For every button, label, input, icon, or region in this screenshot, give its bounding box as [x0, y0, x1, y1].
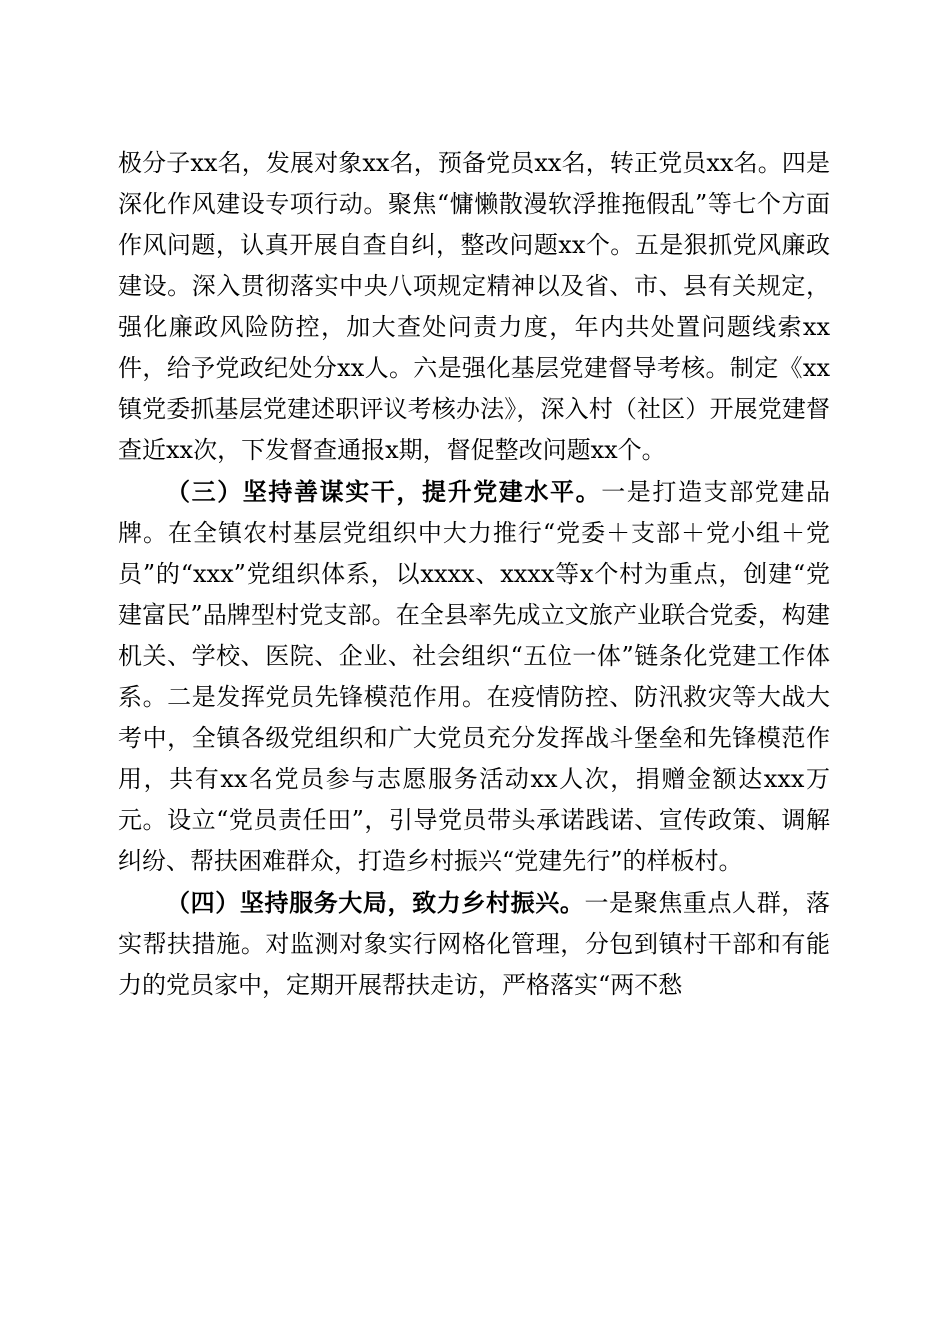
paragraph-continuation: 极分子xx名，发展对象xx名，预备党员xx名，转正党员xx名。四是深化作风建设专项行动。聚焦“慵懒散漫软浮推拖假乱”等七个方面作风问题，认真开展自查自纠，整改问题xx个。五是狠抓党风廉政建设。深入贯彻落实中央八项规定精神以及省、市、县有关规定，强化廉政风险防控，加大查处问责力度，年内共处置问题线索xx件，给予党政纪处分xx人。六是强化基层党建督导考核。制定《xx镇党委抓基层党建述职评议考核办法》，深入村（社区）开展党建督查近xx次，下发督查通报x期，督促整改问题xx个。	[118, 149, 830, 464]
paragraph-section-three	[118, 471, 830, 882]
section-three-heading: （三）坚持善谋实干，提升党建水平。	[166, 477, 602, 506]
section-three-body: 一是打造支部党建品牌。在全镇农村基层党组织中大力推行“党委＋支部＋党小组＋党员”的“xxx”党组织体系，以xxxx、xxxx等x个村为重点，创建“党建富民”品牌型村党支部。在全县率先成立文旅产业联合党委，构建机关、学校、医院、企业、社会组织“五位一体”链条化党建工作体系。二是发挥党员先锋模范作用。在疫情防控、防汛救灾等大战大考中，全镇各级党组织和广大党员充分发挥战斗堡垒和先锋模范作用，共有xx名党员参与志愿服务活动xx人次，捐赠金额达xxx万元。设立“党员责任田”，引导党员带头承诺践诺、宣传政策、调解纠纷、帮扶困难群众，打造乡村振兴“党建先行”的样板村。	[118, 478, 831, 875]
paragraph-section-four	[118, 882, 830, 1006]
document-body	[118, 143, 830, 1006]
section-four-heading: （四）坚持服务大局，致力乡村振兴。	[166, 888, 585, 917]
section-four-body: 一是聚焦重点人群，落实帮扶措施。对监测对象实行网格化管理，分包到镇村干部和有能力的党员家中，定期开展帮扶走访，严格落实“两不愁	[118, 889, 831, 999]
